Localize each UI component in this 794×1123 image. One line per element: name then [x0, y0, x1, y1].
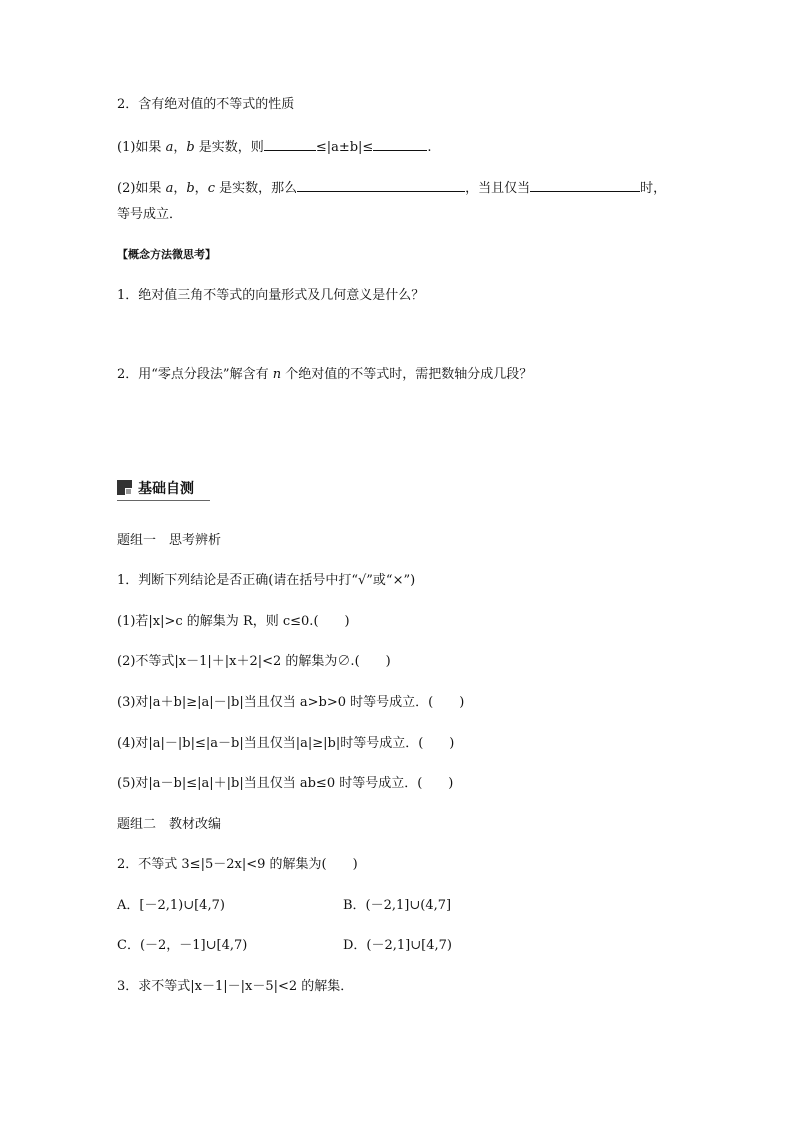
judge-item: (1)若|x|>c 的解集为 R，则 c≤0.( )	[117, 614, 350, 629]
text: ，	[173, 181, 187, 196]
text: ，当且仅当	[465, 181, 531, 196]
relation: ≤|a±b|≤	[315, 140, 374, 155]
var-b: b	[186, 181, 195, 196]
blank-2b[interactable]	[530, 179, 640, 192]
blank-1a[interactable]	[264, 138, 316, 151]
text: 是实数，则	[194, 140, 264, 155]
group1-title: 题组一 思考辨析	[117, 533, 222, 548]
square-bullet-icon	[117, 480, 132, 495]
basic-title: 基础自测	[138, 481, 194, 497]
judge-item: (3)对|a＋b|≥|a|－|b|当且仅当 a>b>0 时等号成立．( )	[117, 695, 465, 710]
text: 2．用“零点分段法”解含有	[117, 367, 273, 382]
text: (2)如果	[117, 181, 166, 196]
var-c: c	[207, 181, 215, 196]
group2-title: 题组二 教材改编	[117, 817, 222, 832]
blank-2a[interactable]	[297, 179, 465, 192]
concept-title: 【概念方法微思考】	[117, 248, 216, 261]
text: ，	[194, 181, 208, 196]
property-1	[117, 138, 431, 156]
judge-item: (5)对|a－b|≤|a|＋|b|当且仅当 ab≤0 时等号成立．( )	[117, 776, 454, 791]
option-d[interactable]: D．(－2,1]∪[4,7)	[343, 938, 452, 953]
judge-item: (4)对|a|－|b|≤|a－b|当且仅当|a|≥|b|时等号成立．( )	[117, 736, 455, 751]
var-b: b	[186, 140, 195, 155]
option-b[interactable]: B．(－2,1]∪(4,7]	[343, 898, 452, 913]
section-title: 2．含有绝对值的不等式的性质	[117, 97, 295, 112]
basic-heading	[117, 480, 194, 497]
var-a: a	[165, 181, 174, 196]
group2-q2: 2．不等式 3≤|5－2x|<9 的解集为( )	[117, 857, 358, 872]
var-a: a	[165, 140, 174, 155]
group1-q1: 1．判断下列结论是否正确(请在括号中打“√”或“×”)	[117, 573, 416, 588]
var-n: n	[272, 367, 282, 382]
heading-underline	[117, 500, 210, 501]
text: ，	[173, 140, 187, 155]
text: 时，	[640, 181, 667, 196]
option-c[interactable]: C．(－2，－1]∪[4,7)	[117, 938, 248, 953]
concept-q1: 1．绝对值三角不等式的向量形式及几何意义是什么？	[117, 288, 425, 303]
property-2-line2: 等号成立．	[117, 207, 183, 222]
blank-1b[interactable]	[373, 138, 427, 151]
text: (1)如果	[117, 140, 166, 155]
concept-q2	[117, 367, 532, 383]
property-2	[117, 179, 666, 197]
text: 个绝对值的不等式时，需把数轴分成几段？	[281, 367, 533, 382]
judge-item: (2)不等式|x－1|＋|x＋2|<2 的解集为∅.( )	[117, 654, 391, 669]
group2-q3: 3．求不等式|x－1|－|x－5|<2 的解集．	[117, 979, 354, 994]
option-a[interactable]: A．[－2,1)∪[4,7)	[117, 898, 225, 913]
text: .	[427, 140, 432, 155]
text: 是实数，那么	[214, 181, 298, 196]
